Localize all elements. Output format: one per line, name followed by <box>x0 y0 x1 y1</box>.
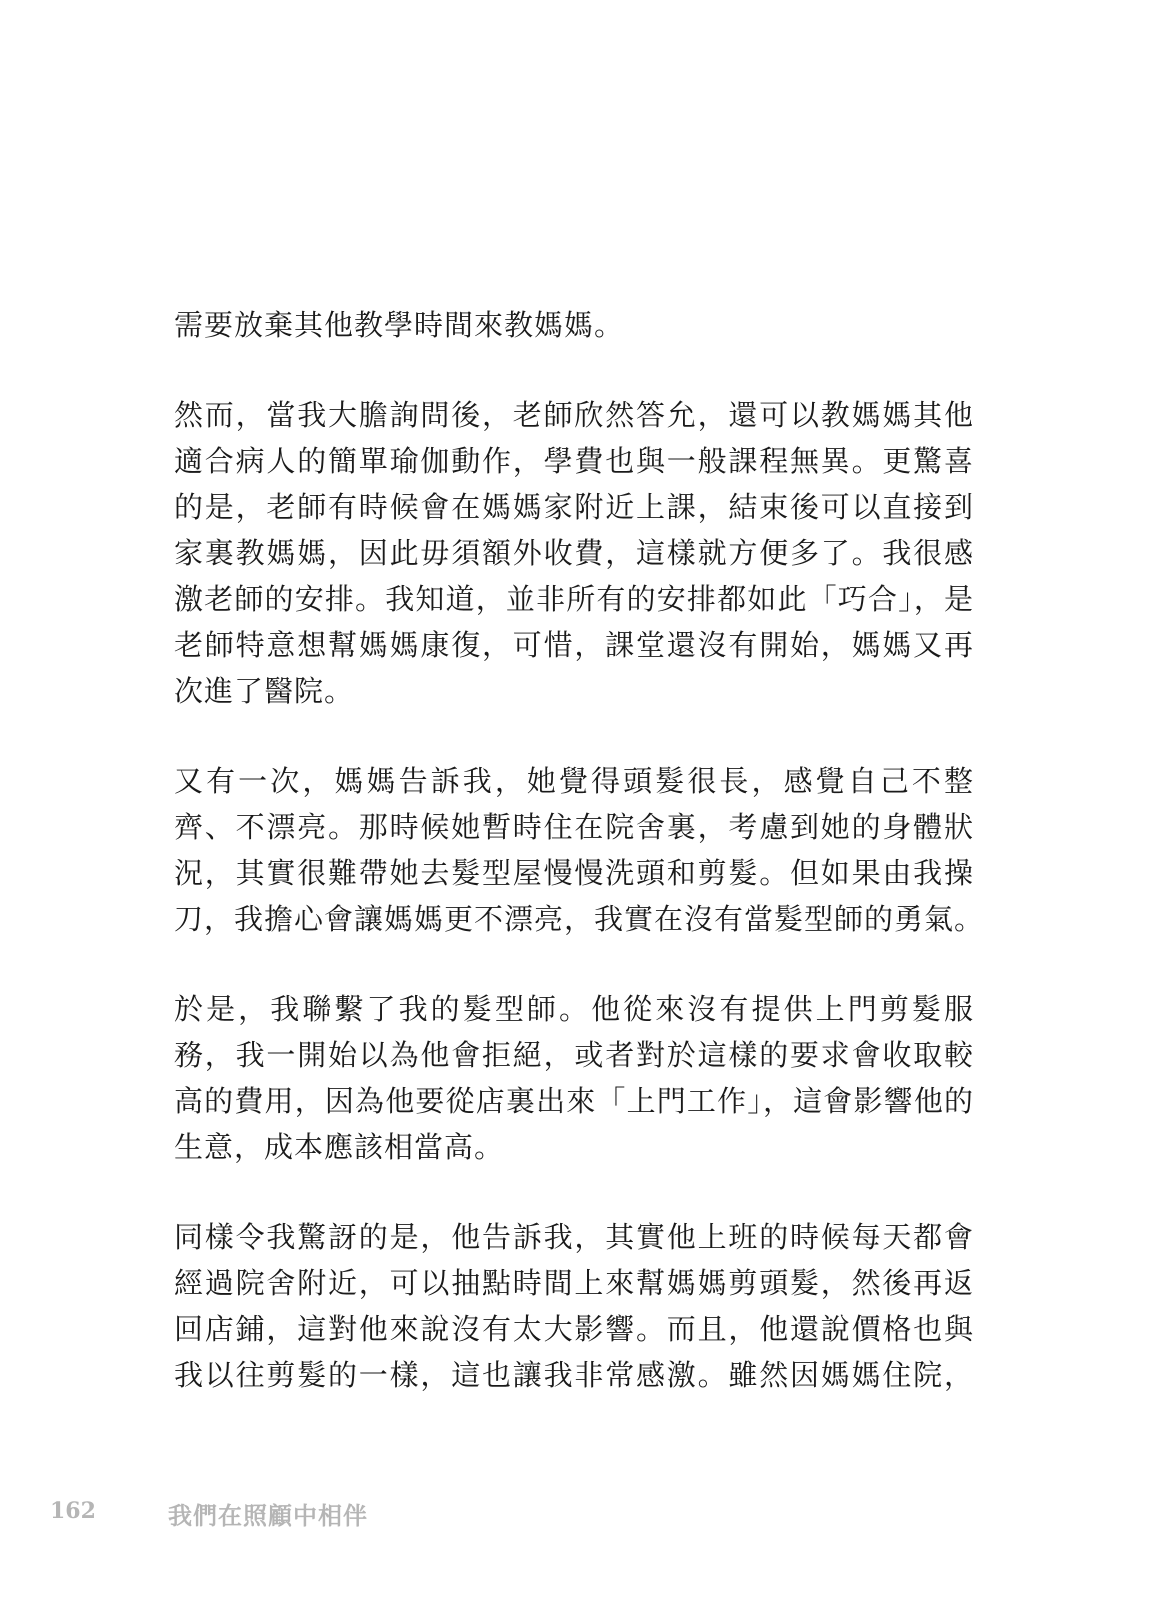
text-line: 然而，當我大膽詢問後，老師欣然答允，還可以教媽媽其他 <box>174 398 974 432</box>
text-line: 家裏教媽媽，因此毋須額外收費，這樣就方便多了。我很感 <box>174 536 974 570</box>
page-number: 162 <box>50 1498 96 1524</box>
text-line: 況，其實很難帶她去髮型屋慢慢洗頭和剪髮。但如果由我操 <box>174 856 974 890</box>
text-line: 次進了醫院。 <box>174 674 355 708</box>
paragraph-3 <box>174 758 985 942</box>
text-line: 適合病人的簡單瑜伽動作，學費也與一般課程無異。更驚喜 <box>174 444 974 478</box>
text-line: 回店鋪，這對他來說沒有太大影響。而且，他還說價格也與 <box>174 1312 974 1346</box>
text-line: 需要放棄其他教學時間來教媽媽。 <box>174 308 625 342</box>
body-text <box>174 302 985 1442</box>
text-line: 老師特意想幫媽媽康復，可惜，課堂還沒有開始，媽媽又再 <box>174 628 974 662</box>
text-line: 激老師的安排。我知道，並非所有的安排都如此「巧合」，是 <box>174 582 974 616</box>
text-line: 於是，我聯繫了我的髮型師。他從來沒有提供上門剪髮服 <box>174 992 974 1026</box>
text-line: 的是，老師有時候會在媽媽家附近上課，結束後可以直接到 <box>174 490 974 524</box>
text-line: 我以往剪髮的一樣，這也讓我非常感激。雖然因媽媽住院， <box>174 1358 974 1392</box>
paragraph-5 <box>174 1214 974 1398</box>
text-line: 同樣令我驚訝的是，他告訴我，其實他上班的時候每天都會 <box>174 1220 974 1254</box>
paragraph-1 <box>174 302 974 348</box>
paragraph-2 <box>174 392 974 714</box>
paragraph-4 <box>174 986 974 1170</box>
text-line: 高的費用，因為他要從店裏出來「上門工作」，這會影響他的 <box>174 1084 974 1118</box>
running-title: 我們在照顧中相伴 <box>168 1501 368 1530</box>
text-line: 齊、不漂亮。那時候她暫時住在院舍裏，考慮到她的身體狀 <box>174 810 974 844</box>
text-line: 又有一次，媽媽告訴我，她覺得頭髮很長，感覺自己不整 <box>174 764 974 798</box>
text-line: 務，我一開始以為他會拒絕，或者對於這樣的要求會收取較 <box>174 1038 974 1072</box>
text-line: 刀，我擔心會讓媽媽更不漂亮，我實在沒有當髮型師的勇氣。 <box>174 902 985 936</box>
text-line: 生意，成本應該相當高。 <box>174 1130 505 1164</box>
text-line: 經過院舍附近，可以抽點時間上來幫媽媽剪頭髮，然後再返 <box>174 1266 974 1300</box>
